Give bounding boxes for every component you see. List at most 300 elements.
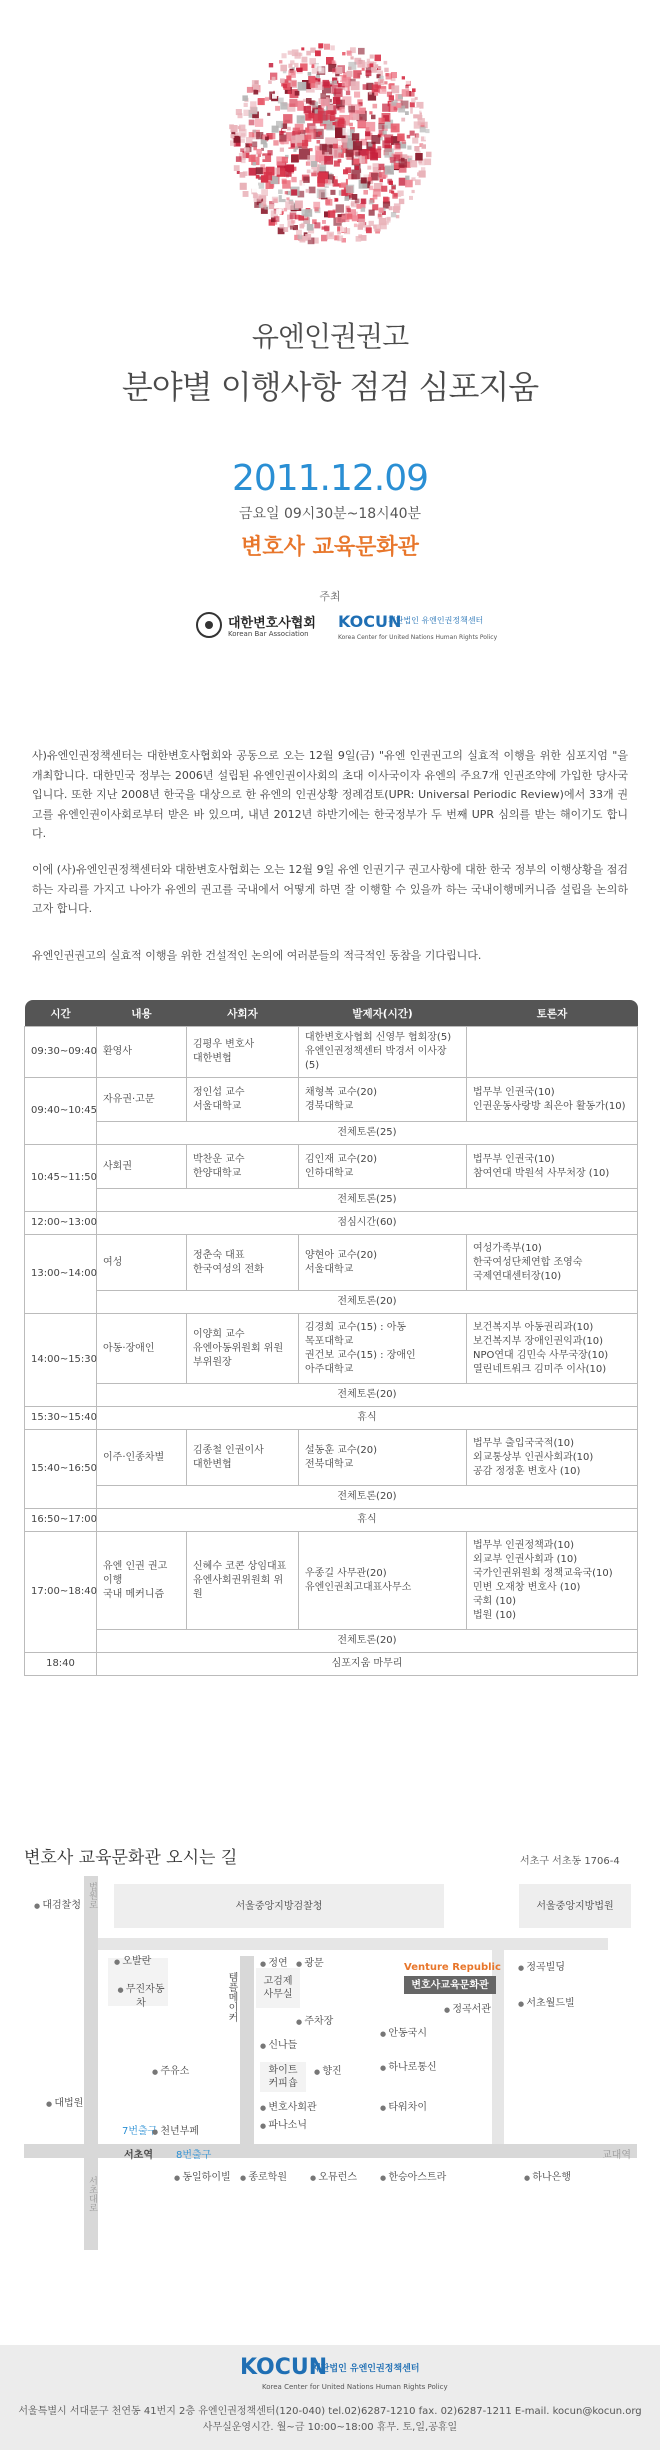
globe-tile (417, 172, 421, 176)
globe-tile (309, 187, 316, 194)
globe-tile (385, 221, 388, 224)
globe-tile (393, 206, 400, 213)
globe-tile (285, 201, 294, 210)
globe-tile (305, 234, 311, 240)
map-exit7: 7번출구 (122, 2126, 158, 2137)
schedule-header-cell: 시간 (25, 1000, 97, 1027)
globe-tile (267, 150, 272, 155)
map-panasonic: ● 파나소닉 (260, 2116, 307, 2131)
session-presenter: 우종길 사무관(20) 유엔인권최고대표사무소 (299, 1532, 467, 1630)
schedule-header-cell: 토론자 (467, 1000, 638, 1027)
map-haenaro: ● 하나로통신 (380, 2058, 437, 2073)
globe-tile (405, 180, 413, 188)
globe-tile (362, 62, 368, 68)
globe-tile (358, 48, 365, 55)
globe-tile (326, 110, 336, 120)
globe-tile (363, 190, 368, 195)
table-row (25, 1532, 638, 1630)
map-obalran: ● 오발란 (114, 1955, 151, 1969)
event-venue: 변호사 교육문화관 (241, 535, 419, 560)
globe-tile (283, 114, 292, 123)
globe-tile (240, 172, 246, 178)
globe-tile (347, 71, 353, 77)
globe-tile (261, 189, 268, 196)
globe-tile (276, 121, 283, 128)
session-full: 점심시간(60) (97, 1212, 638, 1235)
globe-tile (402, 89, 410, 97)
globe-tile (324, 44, 330, 50)
globe-tile (240, 183, 245, 188)
globe-tile (272, 77, 276, 81)
globe-tile (337, 235, 343, 241)
globe-tile (371, 173, 379, 181)
globe-tile (379, 118, 385, 124)
globe-tile (298, 235, 303, 240)
session-content: 자유권·고문 (97, 1078, 187, 1122)
globe-tile (379, 218, 386, 225)
globe-tile (371, 135, 380, 144)
globe-tile (313, 114, 323, 124)
globe-tile (389, 206, 393, 210)
map-road-beopwonro: 법원로 (87, 1882, 97, 1909)
globe-tile (378, 123, 384, 129)
footer-hours: 사무실운영시간. 월~금 10:00~18:00 휴무. 토,일,공휴일 (202, 2422, 458, 2433)
globe-tile (295, 124, 304, 133)
map-block-left (108, 1955, 168, 2009)
session-time: 14:00~15:30 (25, 1314, 97, 1407)
globe-tile (252, 186, 259, 193)
kba-seal-icon (196, 612, 222, 638)
globe-tile (326, 199, 333, 206)
globe-tile (392, 186, 395, 189)
globe-tile (247, 87, 253, 93)
session-presenter: 양현아 교수(20) 서울대학교 (299, 1235, 467, 1291)
schedule-header-cell: 내용 (97, 1000, 187, 1027)
globe-tile (276, 209, 282, 215)
globe-tile (358, 214, 361, 217)
globe-tile (349, 123, 353, 127)
globe-tile (283, 227, 288, 232)
globe-tile (241, 138, 245, 142)
map-central-prosecutors: 서울중앙지방검찰청 (114, 1884, 444, 1928)
globe-tile (298, 82, 307, 91)
globe-tile (288, 64, 292, 68)
globe-tile (279, 134, 286, 141)
globe-tile (295, 147, 298, 150)
globe-tile (311, 161, 317, 167)
schedule-table (24, 1000, 638, 1676)
globe-tile (344, 196, 349, 201)
globe-tile (315, 146, 320, 151)
globe-tile (351, 81, 360, 90)
session-time: 18:40 (25, 1653, 97, 1676)
host-label: 주최 (319, 590, 341, 603)
table-row (25, 1314, 638, 1384)
map-tower: ● 타워차이 (380, 2098, 427, 2113)
globe-tile (279, 60, 282, 63)
globe-tile (239, 129, 247, 137)
globe-tile (351, 170, 361, 180)
globe-tile (367, 166, 371, 170)
globe-tile (370, 55, 374, 59)
table-row (25, 1430, 638, 1486)
globe-tile (336, 204, 344, 212)
globe-tile (301, 223, 305, 227)
globe-tile (347, 214, 353, 220)
map-jonghap: ● 종로학원 (240, 2168, 287, 2183)
globe-tile (269, 63, 273, 67)
session-content: 여성 (97, 1235, 187, 1291)
globe-tile (313, 202, 320, 209)
globe-tile (369, 92, 372, 95)
globe-tile (318, 43, 323, 48)
globe-tile (395, 144, 400, 149)
table-row-discussion (25, 1630, 638, 1653)
globe-tile (410, 172, 415, 177)
session-content: 사회권 (97, 1145, 187, 1189)
globe-tile (335, 198, 338, 201)
globe-tile (366, 122, 376, 132)
globe-tile (280, 148, 284, 152)
globe-tile (351, 56, 354, 59)
globe-tile (266, 167, 275, 176)
globe-tile (360, 222, 365, 227)
globe-tile (290, 226, 294, 230)
globe-tile (274, 216, 280, 222)
table-row (25, 1212, 638, 1235)
kocun-logo-text: KOCUN (338, 612, 402, 631)
globe-tile (269, 133, 275, 139)
globe-tile (291, 220, 295, 224)
globe-tile (256, 132, 263, 139)
globe-tile (275, 88, 283, 96)
globe-tile (389, 190, 393, 194)
globe-tile (291, 177, 296, 182)
map-moojin: ● 무진자동차 (114, 1983, 168, 2010)
globe-tile (374, 224, 381, 231)
globe-logo (220, 34, 440, 254)
globe-tile (295, 201, 303, 209)
event-title-line1: 유엔인권권고 (251, 320, 409, 353)
session-time: 15:30~15:40 (25, 1407, 97, 1430)
session-moderator: 정인섭 교수 서울대학교 (187, 1078, 299, 1122)
globe-tile (244, 103, 248, 107)
globe-tile (360, 75, 365, 80)
globe-tile (421, 167, 425, 171)
table-row-discussion (25, 1486, 638, 1509)
map-hwangjin: ● 향진 (314, 2062, 342, 2077)
globe-tile (346, 185, 354, 193)
table-row (25, 1653, 638, 1676)
globe-tile (426, 152, 432, 158)
map-jeongyeon: ● 정연 (260, 1954, 288, 1969)
globe-tile (327, 240, 333, 246)
globe-tile (244, 147, 250, 153)
globe-tile (307, 170, 311, 174)
globe-tile (413, 108, 420, 115)
session-content: 환영사 (97, 1027, 187, 1078)
globe-tile (334, 161, 340, 167)
globe-tile (310, 48, 315, 53)
footer-contact: 서울특별시 서대문구 천연동 41번지 2층 유엔인권정책센터(120-040) tel.02)6287-1210 fax. 02)6287-1211 E-mail. kocun@kocun.org (18, 2406, 642, 2417)
globe-tile (256, 149, 261, 154)
globe-tile (405, 176, 409, 180)
globe-tile (237, 171, 240, 174)
globe-tile (309, 148, 312, 151)
globe-tile (352, 133, 359, 140)
table-row-discussion (25, 1384, 638, 1407)
globe-tile (366, 70, 372, 76)
globe-tile (330, 190, 335, 195)
globe-tile (250, 107, 257, 114)
map-gogyeon: 고검제 사무실 (256, 1968, 300, 2008)
session-discussant: 법무부 인권국(10) 인권운동사랑방 최은아 활동가(10) (467, 1078, 638, 1122)
globe-tile (258, 196, 261, 199)
table-row (25, 1027, 638, 1078)
globe-tile (285, 191, 288, 194)
globe-tile (282, 53, 287, 58)
map-venture-republic: Venture Republic (404, 1962, 501, 1973)
table-row (25, 1509, 638, 1532)
map-address: 서초구 서초동 1706-4 (520, 1856, 620, 1867)
globe-tile (234, 136, 241, 143)
table-row-discussion (25, 1291, 638, 1314)
schedule-header-cell: 사회자 (187, 1000, 299, 1027)
footer-kocun-en: Korea Center for United Nations Human Rights Policy (262, 2383, 448, 2391)
globe-tile (373, 104, 378, 109)
globe-tile (347, 51, 352, 56)
globe-tile (346, 91, 350, 95)
globe-tile (309, 58, 316, 65)
globe-tile (383, 131, 387, 135)
globe-tile (410, 102, 415, 107)
session-moderator: 김평우 변호사 대한변협 (187, 1027, 299, 1078)
globe-tile (330, 81, 334, 85)
globe-tile (366, 227, 372, 233)
globe-tile (306, 189, 310, 193)
globe-tile (412, 190, 415, 193)
globe-tile (351, 203, 354, 206)
globe-tile (381, 186, 387, 192)
table-row (25, 1235, 638, 1291)
map-hanseung: ● 한승아스트라 (380, 2168, 446, 2183)
session-discussant: 법무부 인권국(10) 참여연대 박원석 사무처장 (10) (467, 1145, 638, 1189)
session-full: 휴식 (97, 1509, 638, 1532)
map-jucha: ● 주차장 (296, 2012, 333, 2027)
globe-tile (315, 50, 321, 56)
session-time: 13:00~14:00 (25, 1235, 97, 1314)
session-moderator: 정춘숙 대표 한국여성의 전화 (187, 1235, 299, 1291)
globe-tile (356, 204, 361, 209)
kocun-logo-sub: 재단법인 유엔인권정책센터 (388, 616, 484, 625)
globe-tile (387, 92, 392, 97)
globe-tile (323, 80, 330, 87)
globe-tile (301, 47, 304, 50)
globe-tile (318, 108, 324, 114)
globe-tile (383, 197, 388, 202)
globe-tile (386, 73, 392, 79)
globe-tile (265, 137, 269, 141)
globe-tile (369, 111, 372, 114)
globe-tile (310, 100, 315, 105)
table-row (25, 1145, 638, 1189)
globe-tile (306, 129, 316, 139)
globe-tile (309, 77, 316, 84)
globe-tile (361, 177, 367, 183)
globe-tile (405, 85, 409, 89)
globe-tile (253, 130, 256, 133)
globe-tile (291, 155, 299, 163)
globe-tile (359, 108, 365, 114)
directions-map (24, 1876, 637, 2250)
globe-tile (333, 144, 338, 149)
globe-tile (319, 67, 325, 73)
globe-tile (268, 80, 272, 84)
globe-tile (384, 68, 388, 72)
table-row (25, 1078, 638, 1122)
globe-tile (382, 104, 390, 112)
globe-tile (229, 124, 234, 129)
globe-tile (272, 197, 278, 203)
globe-tile (271, 108, 275, 112)
globe-tile (385, 138, 391, 144)
session-content: 아동·장애인 (97, 1314, 187, 1384)
session-discussion: 전체토론(20) (97, 1630, 638, 1653)
globe-tile (378, 66, 381, 69)
globe-tile (380, 179, 384, 183)
globe-tile (302, 57, 308, 63)
globe-tile (287, 164, 295, 172)
globe-tile (378, 213, 382, 217)
globe-tile (391, 85, 399, 93)
globe-tile (412, 138, 418, 144)
globe-tile (325, 179, 331, 185)
map-seocho-world: ● 서초월드빌 (518, 1994, 575, 2009)
session-moderator: 신혜수 코콘 상임대표 유엔사회권위원회 위원 (187, 1532, 299, 1630)
footer-kocun-text: KOCUN (240, 2355, 328, 2380)
globe-tile (275, 106, 280, 111)
session-full: 심포지움 마무리 (97, 1653, 638, 1676)
globe-tile (366, 150, 369, 153)
globe-tile (384, 81, 387, 84)
session-moderator: 이양희 교수 유엔아동위원회 위원 부위원장 (187, 1314, 299, 1384)
globe-tile (342, 96, 351, 105)
globe-tile (425, 129, 429, 133)
map-templemaker: 템플메이커 (226, 1972, 237, 2022)
globe-tile (410, 131, 415, 136)
globe-tile (347, 208, 351, 212)
table-row-discussion (25, 1189, 638, 1212)
globe-tile (296, 72, 304, 80)
globe-tile (342, 128, 350, 136)
globe-tile (355, 166, 359, 170)
globe-tile (286, 197, 289, 200)
globe-tile (420, 109, 424, 113)
globe-tile (287, 127, 291, 131)
globe-tile (325, 152, 329, 156)
map-seocho-station: 서초역 (124, 2150, 153, 2161)
map-venue-box[interactable]: 변호사교육문화관 (404, 1976, 496, 1994)
globe-tile (282, 157, 288, 163)
globe-tile (282, 180, 291, 189)
globe-tile (424, 135, 429, 140)
globe-tile (330, 45, 335, 50)
session-discussion: 전체토론(20) (97, 1291, 638, 1314)
globe-tile (372, 144, 375, 147)
globe-tile (365, 131, 370, 136)
globe-tile (312, 68, 318, 74)
globe-tile (340, 107, 346, 113)
globe-tile (295, 91, 300, 96)
globe-tile (367, 59, 370, 62)
globe-tile (425, 159, 432, 166)
globe-tile (258, 183, 264, 189)
globe-tile (246, 137, 253, 144)
globe-tile (307, 224, 314, 231)
map-title: 변호사 교육문화관 오시는 길 (24, 1848, 238, 1868)
globe-tile (308, 72, 312, 76)
globe-tile (409, 91, 414, 96)
schedule-header-row (25, 1000, 638, 1027)
globe-tile (379, 208, 384, 213)
globe-tile (259, 76, 266, 83)
kba-name-en: Korean Bar Association (228, 630, 309, 638)
map-exit8: 8번출구 (176, 2150, 212, 2161)
session-presenter: 채형복 교수(20) 경북대학교 (299, 1078, 467, 1122)
globe-tile (385, 166, 394, 175)
globe-tile (420, 127, 426, 133)
map-cheonhyeon: ● 천년부페 (152, 2122, 199, 2137)
globe-tile (358, 234, 362, 238)
map-oduresu: ● 오뮤런스 (310, 2168, 357, 2183)
footer-kocun-sub: 재단법인 유엔인권정책센터 (312, 2364, 420, 2374)
globe-tile (387, 179, 392, 184)
map-road-seocho: 서초대로 (87, 2176, 97, 2212)
session-discussant: 법무부 출입국국적(10) 외교통상부 인권사회과(10) 공감 정정훈 변호사 (10) (467, 1430, 638, 1486)
globe-tile (411, 98, 416, 103)
globe-tile (415, 179, 421, 185)
session-presenter: 설동훈 교수(20) 전북대학교 (299, 1430, 467, 1486)
session-discussion: 전체토론(25) (97, 1122, 638, 1145)
globe-tile (291, 143, 295, 147)
globe-tile (371, 115, 376, 120)
globe-tile (415, 153, 423, 161)
globe-tile (302, 209, 309, 216)
globe-tile (341, 182, 346, 187)
globe-tile (337, 76, 341, 80)
globe-tile (348, 106, 355, 113)
session-time: 10:45~11:50 (25, 1145, 97, 1212)
globe-tile (343, 169, 348, 174)
globe-tile (372, 204, 378, 210)
globe-tile (348, 62, 356, 70)
globe-tile (265, 97, 269, 101)
globe-tile (267, 113, 270, 116)
globe-tile (332, 69, 335, 72)
map-hanaeunhaeng: ● 하나은행 (524, 2168, 571, 2183)
globe-tile (278, 190, 283, 195)
globe-tile (291, 189, 297, 195)
kocun-logo (338, 612, 498, 646)
globe-tile (280, 65, 287, 72)
session-presenter: 김경희 교수(15) : 아동 목포대학교 권건보 교수(15) : 장애인 아주대학교 (299, 1314, 467, 1384)
globe-tile (258, 98, 265, 105)
session-discussion: 전체토론(25) (97, 1189, 638, 1212)
globe-tile (354, 224, 358, 228)
globe-tile (231, 134, 235, 138)
globe-tile (355, 152, 360, 157)
event-title-line2: 분야별 이행사항 점검 심포지움 (121, 368, 539, 406)
